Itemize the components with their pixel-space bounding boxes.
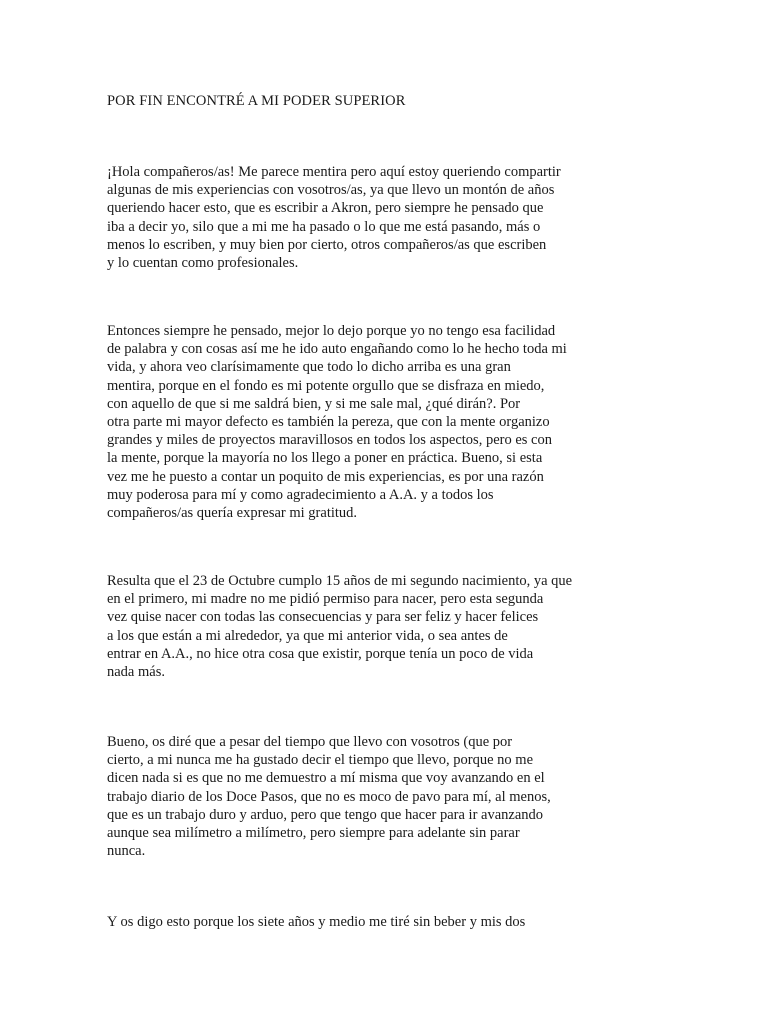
text-line: dicen nada si es que no me demuestro a mí misma que voy avanzando en el: [107, 770, 545, 787]
text-line: Bueno, os diré que a pesar del tiempo que llevo con vosotros (que por: [107, 734, 513, 750]
text-line: de palabra y con cosas así me he ido auto engañando como lo he hecho toda mi: [107, 341, 567, 358]
text-line: nunca.: [107, 843, 146, 860]
text-line: vez me he puesto a contar un poquito de mis experiencias, es por una razón: [107, 468, 544, 485]
text-line: Resulta que el 23 de Octubre cumplo 15 años de mi segundo nacimiento, ya que: [107, 573, 573, 589]
text-line: queriendo hacer esto, que es escribir a Akron, pero siempre he pensado que: [107, 200, 544, 217]
text-line: la mente, porque la mayoría no los llego a poner en práctica. Bueno, si esta: [107, 450, 543, 467]
text-line: muy poderosa para mí y como agradecimiento a A.A. y a todos los: [107, 486, 494, 503]
text-line: Entonces siempre he pensado, mejor lo dejo porque yo no tengo esa facilidad: [107, 323, 556, 339]
paragraph-5: [107, 913, 627, 931]
text-line: y lo cuentan como profesionales.: [107, 254, 299, 271]
text-line: Y os digo esto porque los siete años y medio me tiré sin beber y mis dos: [107, 914, 526, 930]
text-line: nada más.: [107, 663, 165, 680]
text-line: vida, y ahora veo clarísimamente que todo lo dicho arriba es una gran: [107, 359, 511, 376]
text-line: menos lo escriben, y muy bien por cierto, otros compañeros/as que escriben: [107, 236, 547, 253]
text-line: trabajo diario de los Doce Pasos, que no es moco de pavo para mí, al menos,: [107, 788, 551, 805]
document-title: POR FIN ENCONTRÉ A MI PODER SUPERIOR: [107, 93, 406, 109]
paragraph-1: [107, 163, 627, 272]
text-line: vez quise nacer con todas las consecuencias y para ser feliz y hacer felices: [107, 609, 539, 626]
text-line: con aquello de que si me saldrá bien, y si me sale mal, ¿qué dirán?. Por: [107, 395, 521, 412]
text-line: a los que están a mi alrededor, ya que mi anterior vida, o sea antes de: [107, 627, 508, 644]
text-line: algunas de mis experiencias con vosotros/as, ya que llevo un montón de años: [107, 182, 555, 199]
text-line: iba a decir yo, silo que a mi me ha pasado o lo que me está pasando, más o: [107, 218, 541, 235]
text-line: ¡Hola compañeros/as! Me parece mentira pero aquí estoy queriendo compartir: [107, 164, 561, 180]
paragraph-4: [107, 733, 627, 860]
text-line: cierto, a mi nunca me ha gustado decir el tiempo que llevo, porque no me: [107, 752, 534, 769]
text-line: grandes y miles de proyectos maravillosos en todos los aspectos, pero es con: [107, 432, 552, 449]
paragraph-2: [107, 322, 627, 522]
text-line: mentira, porque en el fondo es mi potente orgullo que se disfraza en miedo,: [107, 377, 545, 394]
text-line: en el primero, mi madre no me pidió permiso para nacer, pero esta segunda: [107, 591, 544, 608]
paragraph-3: [107, 572, 627, 681]
text-line: compañeros/as quería expresar mi gratitud.: [107, 504, 358, 521]
text-line: otra parte mi mayor defecto es también la pereza, que con la mente organizo: [107, 413, 550, 430]
text-line: aunque sea milímetro a milímetro, pero siempre para adelante sin parar: [107, 824, 520, 841]
text-line: que es un trabajo duro y arduo, pero que tengo que hacer para ir avanzando: [107, 806, 544, 823]
text-line: entrar en A.A., no hice otra cosa que existir, porque tenía un poco de vida: [107, 645, 534, 662]
